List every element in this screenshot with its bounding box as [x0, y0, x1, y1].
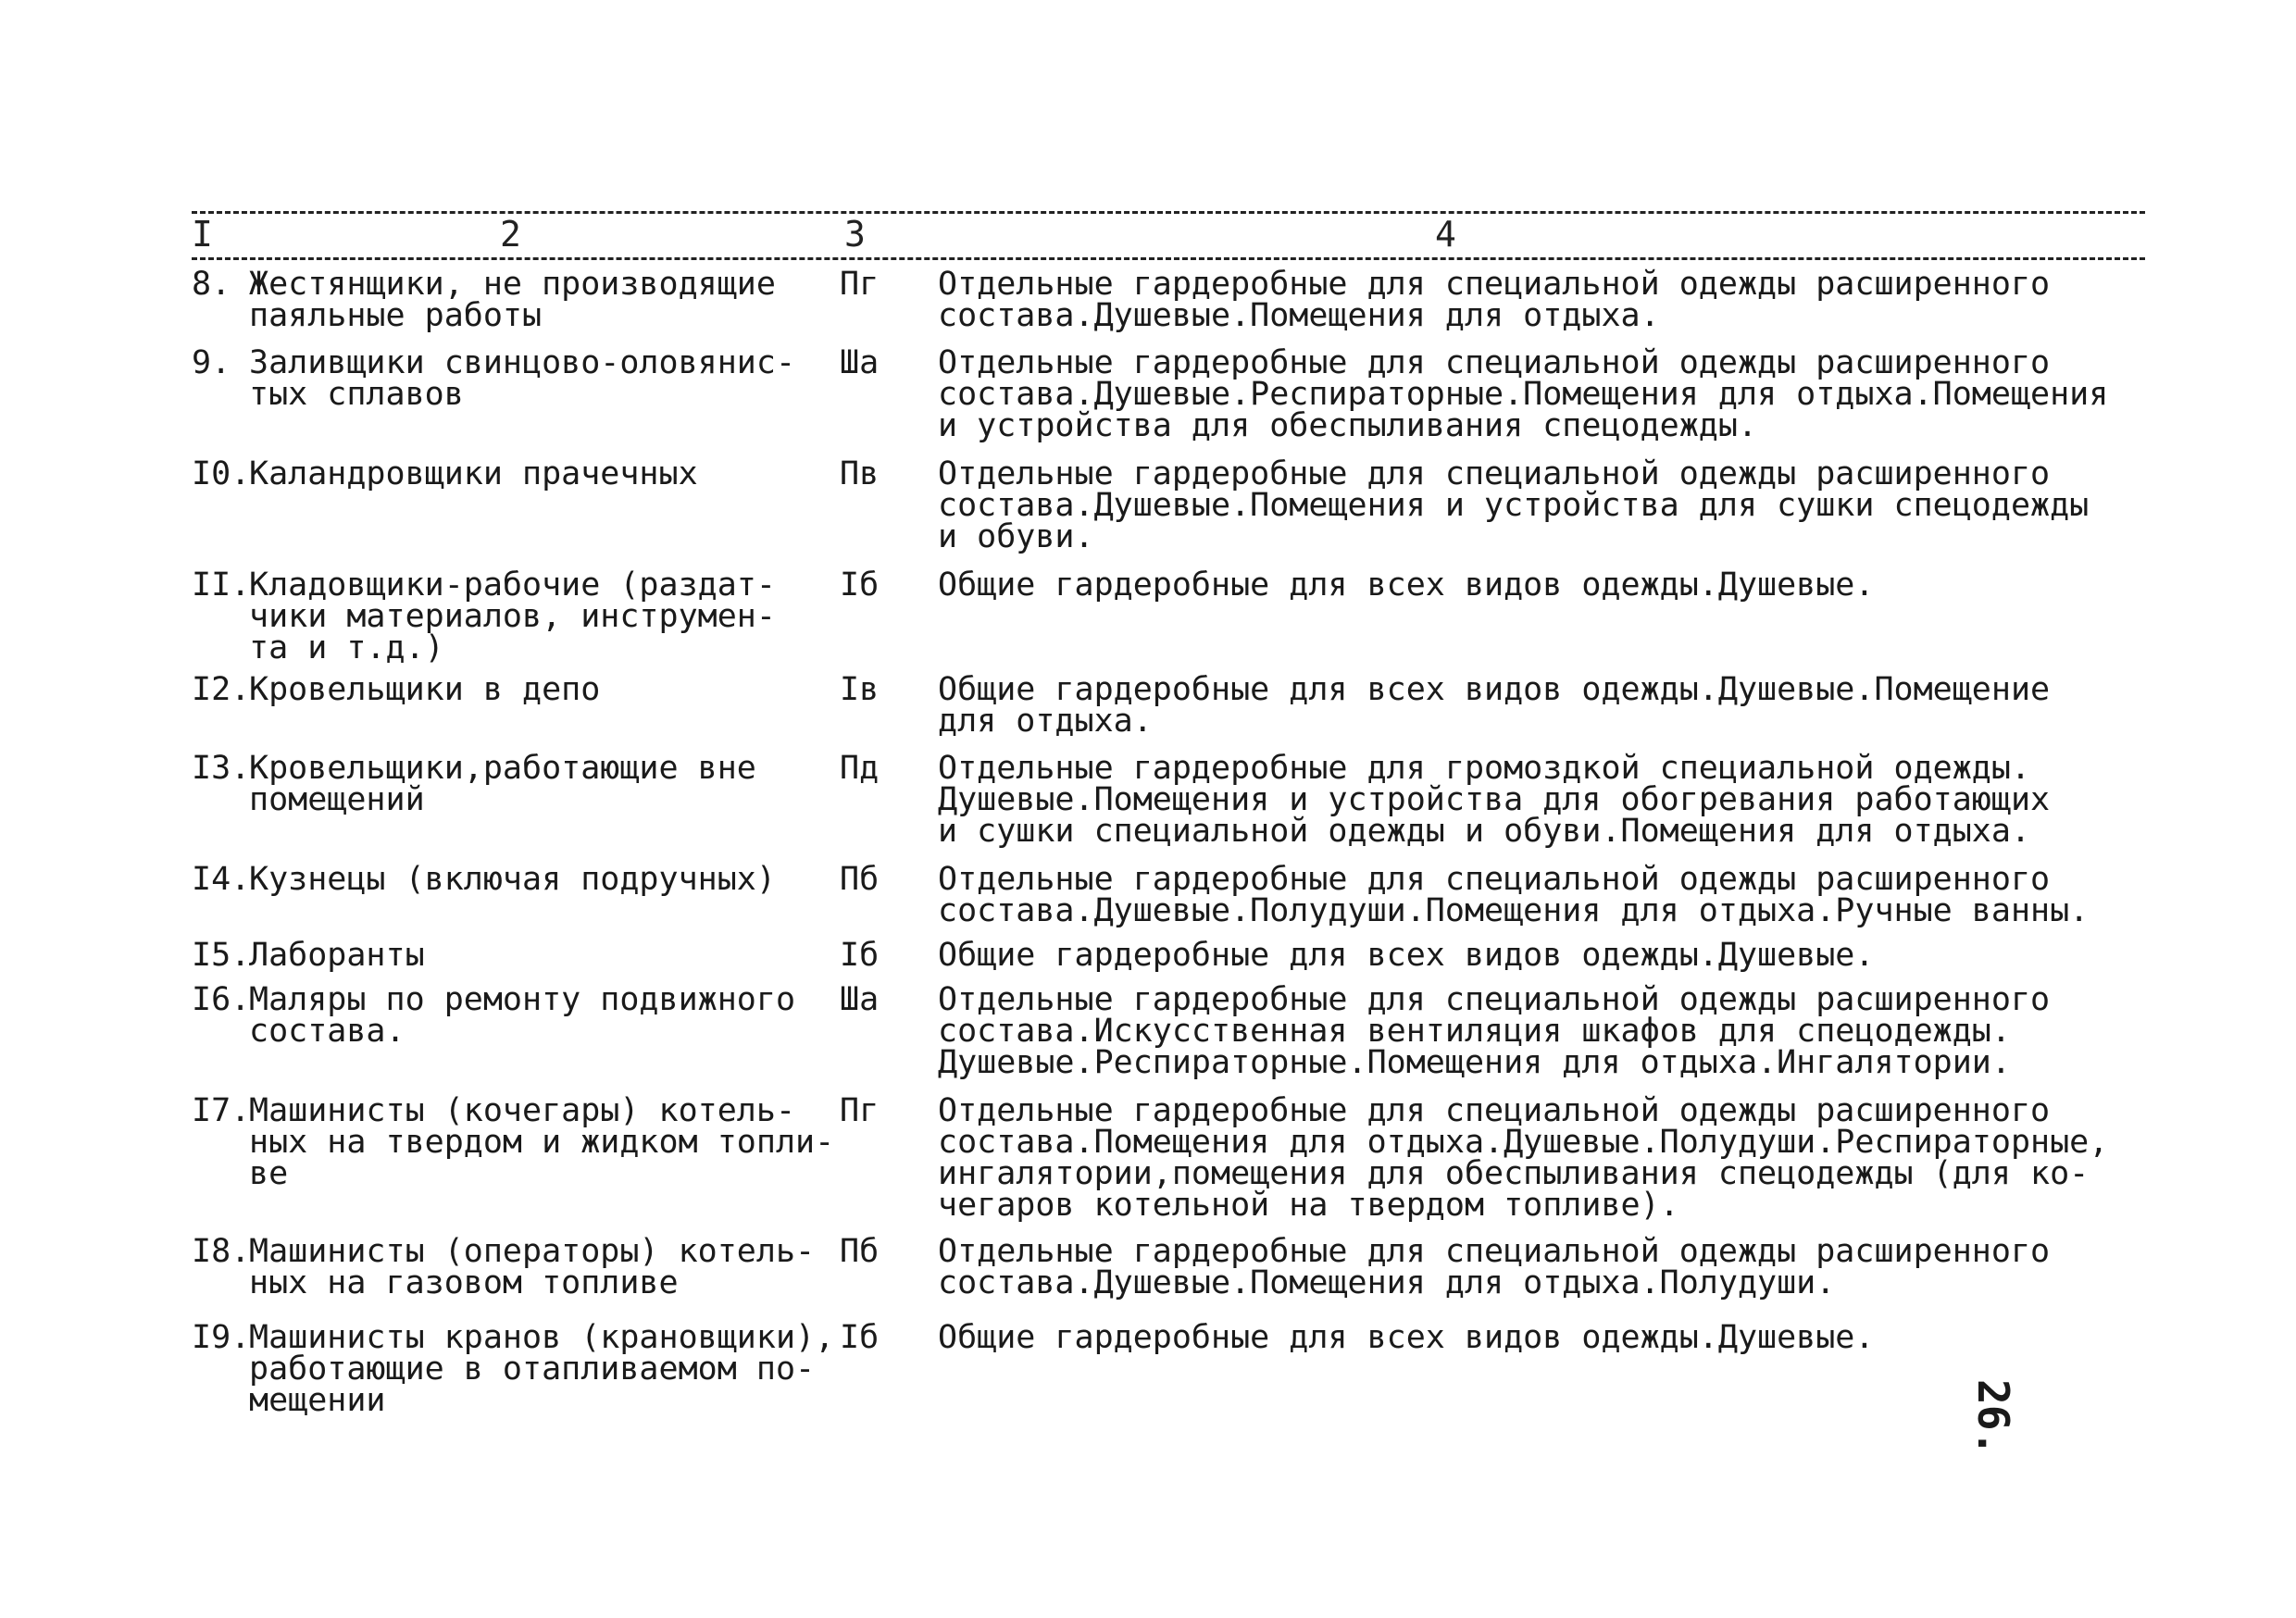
row-number: I4. — [192, 861, 251, 898]
profession-name: Заливщики свинцово-оловянис- тых сплавов — [249, 344, 796, 413]
facilities-description: Отдельные гардеробные для специальной одежды расширенного состава.Помещения для отдыха.Душевые.Полудуши.Респираторные, ингалятории,помещения для обеспыливания спецодежды (для ко- чегаров котельной на твердом топливе). — [938, 1092, 2109, 1224]
row-number: I9. — [192, 1319, 251, 1356]
group-code: Пв — [840, 455, 880, 492]
group-code: Ша — [840, 344, 880, 381]
header-col-3: 3 — [844, 214, 866, 255]
group-code: Пб — [840, 861, 880, 898]
row-number: I2. — [192, 671, 251, 708]
profession-name: Кладовщики-рабочие (раздат- чики материалов, инструмен- та и т.д.) — [249, 566, 776, 666]
group-code: Пг — [840, 266, 880, 303]
facilities-description: Отдельные гардеробные для специальной одежды расширенного состава.Душевые.Полудуши.Помещения для отдыха.Ручные ванны. — [938, 861, 2090, 929]
profession-name: Машинисты кранов (крановщики), работающие в отапливаемом по- мещении — [249, 1319, 835, 1419]
profession-name: Каландровщики прачечных — [249, 455, 698, 492]
group-code: Ша — [840, 981, 880, 1018]
row-number: II. — [192, 566, 251, 604]
profession-name: Маляры по ремонту подвижного состава. — [249, 981, 796, 1050]
profession-name: Кузнецы (включая подручных) — [249, 861, 776, 898]
profession-name: Машинисты (кочегары) котель- ных на твердом и жидком топли- ве — [249, 1092, 835, 1192]
row-number: I3. — [192, 750, 251, 787]
page-number: 26. — [1968, 1379, 2018, 1457]
facilities-description: Общие гардеробные для всех видов одежды.Душевые.Помещение для отдыха. — [938, 671, 2051, 740]
facilities-description: Общие гардеробные для всех видов одежды.Душевые. — [938, 1319, 1875, 1356]
table-top-rule — [192, 211, 2145, 214]
group-code: Iб — [840, 1319, 880, 1356]
facilities-description: Отдельные гардеробные для специальной одежды расширенного состава.Душевые.Помещения и устройства для сушки спецодежды и обуви. — [938, 455, 2090, 555]
facilities-description: Общие гардеробные для всех видов одежды.Душевые. — [938, 937, 1875, 974]
profession-name: Кровельщики,работающие вне помещений — [249, 750, 756, 818]
profession-name: Кровельщики в депо — [249, 671, 601, 708]
group-code: Пг — [840, 1092, 880, 1129]
profession-name: Машинисты (операторы) котель- ных на газовом топливе — [249, 1233, 816, 1301]
row-number: 8. — [192, 266, 231, 303]
facilities-description: Отдельные гардеробные для специальной одежды расширенного состава.Душевые.Помещения для отдыха.Полудуши. — [938, 1233, 2051, 1301]
facilities-description: Отдельные гардеробные для громоздкой специальной одежды. Душевые.Помещения и устройства для обогревания работающих и сушки специальной одежды и обуви.Помещения для отдыха. — [938, 750, 2051, 850]
profession-name: Лаборанты — [249, 937, 425, 974]
group-code: Iб — [840, 566, 880, 604]
group-code: Пб — [840, 1233, 880, 1270]
row-number: I7. — [192, 1092, 251, 1129]
row-number: I5. — [192, 937, 251, 974]
table-header-rule — [192, 257, 2145, 260]
group-code: Пд — [840, 750, 880, 787]
row-number: I0. — [192, 455, 251, 492]
facilities-description: Общие гардеробные для всех видов одежды.Душевые. — [938, 566, 1875, 604]
group-code: Iв — [840, 671, 880, 708]
facilities-description: Отдельные гардеробные для специальной одежды расширенного состава.Искусственная вентиляция шкафов для спецодежды. Душевые.Респираторные.Помещения для отдыха.Ингалятории. — [938, 981, 2051, 1081]
facilities-description: Отдельные гардеробные для специальной одежды расширенного состава.Душевые.Респираторные.Помещения для отдыха.Помещения и устройства для обеспыливания спецодежды. — [938, 344, 2109, 444]
row-number: I6. — [192, 981, 251, 1018]
profession-name: Жестянщики, не производящие паяльные работы — [249, 266, 776, 334]
header-col-4: 4 — [1435, 214, 1456, 255]
group-code: Iб — [840, 937, 880, 974]
header-col-1: I — [192, 214, 213, 255]
row-number: 9. — [192, 344, 231, 381]
row-number: I8. — [192, 1233, 251, 1270]
facilities-description: Отдельные гардеробные для специальной одежды расширенного состава.Душевые.Помещения для отдыха. — [938, 266, 2051, 334]
header-col-2: 2 — [500, 214, 521, 255]
